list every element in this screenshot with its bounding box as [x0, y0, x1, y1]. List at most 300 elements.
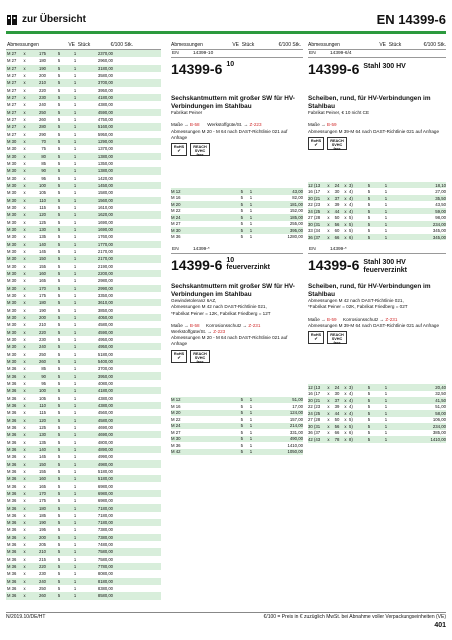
- table-cell: 30: [334, 189, 340, 195]
- badge-label: RoHS: [310, 138, 322, 143]
- table-row: [6, 556, 161, 563]
- table-cell: x: [23, 578, 26, 584]
- table-cell: M 24: [171, 423, 181, 429]
- table-cell: x: [23, 124, 26, 130]
- table-cell: 5: [367, 208, 371, 214]
- product-detail: Abmessungen M 42 nach DAST-Richtlinie 021,: [308, 298, 404, 304]
- table-cell: M 36: [7, 549, 17, 555]
- table-cell: 140: [39, 241, 46, 247]
- table-cell: x: [23, 102, 26, 108]
- table-cell: 5: [57, 336, 61, 342]
- table-row: [6, 211, 161, 218]
- product-number-sup: 10: [226, 257, 235, 264]
- table-cell: 85: [41, 161, 46, 167]
- table-cell: 1770,00: [97, 241, 113, 247]
- col-header: €/100 Stk.: [423, 41, 446, 48]
- table-cell: 145: [39, 249, 46, 255]
- table-cell: x: [344, 215, 347, 221]
- table-row: [308, 430, 446, 437]
- table-cell: 155: [39, 468, 46, 474]
- table-cell: 1: [73, 146, 77, 152]
- table-row: [6, 497, 161, 504]
- table-row: [6, 475, 161, 482]
- table-cell: 80: [41, 153, 46, 159]
- table-cell: M 30: [7, 300, 17, 306]
- table-row: [308, 221, 446, 228]
- table-cell: M 27: [7, 65, 17, 71]
- table-cell: 1: [73, 556, 77, 562]
- table-cell: 3610,00: [97, 300, 113, 306]
- table-cell: 150: [39, 256, 46, 262]
- table-cell: 3580,00: [97, 73, 113, 79]
- table-row: [171, 436, 303, 443]
- table-cell: 5: [57, 410, 61, 416]
- table-cell: 155: [39, 263, 46, 269]
- table-row: [171, 214, 303, 221]
- table-cell: 5: [57, 102, 61, 108]
- table-cell: 1: [73, 300, 77, 306]
- ref-label: Werkstoffgüte/St.: [171, 329, 207, 334]
- table-cell: 4): [349, 202, 353, 208]
- table-cell: x: [344, 417, 347, 423]
- table-cell: 5: [57, 512, 61, 518]
- table-cell: 5): [349, 221, 353, 227]
- table-cell: 1: [384, 195, 388, 201]
- col-header: €/100 Stk.: [110, 41, 133, 48]
- ref-link[interactable]: Z-223: [249, 122, 262, 128]
- table-cell: x: [344, 397, 347, 403]
- table-cell: 5: [57, 219, 61, 225]
- table-row: [308, 404, 446, 411]
- table-row: [171, 429, 303, 436]
- table-cell: 5950,00: [97, 131, 113, 137]
- table-cell: 1: [73, 65, 77, 71]
- product-number: [171, 257, 303, 273]
- table-cell: x: [23, 388, 26, 394]
- table-cell: M 36: [7, 380, 17, 386]
- table-cell: M 27: [7, 73, 17, 79]
- ref-link[interactable]: B-59: [326, 316, 337, 322]
- table-row: [171, 442, 303, 449]
- table-row: [171, 188, 303, 195]
- table-row: [6, 570, 161, 577]
- table-cell: 5: [240, 227, 243, 233]
- table-cell: 4): [349, 397, 353, 403]
- table-cell: 5: [367, 189, 371, 195]
- table-cell: 2200,00: [97, 271, 113, 276]
- table-row: [6, 138, 161, 145]
- table-cell: M 16: [171, 403, 181, 409]
- home-link[interactable]: [6, 13, 86, 26]
- table-cell: 1: [73, 117, 77, 123]
- table-cell: 115: [39, 410, 46, 416]
- table-cell: 135: [39, 234, 46, 240]
- table-cell: 3850,00: [97, 307, 113, 313]
- table-cell: M 36: [7, 520, 17, 526]
- table-cell: 1: [73, 395, 77, 401]
- table-cell: 170: [39, 490, 46, 496]
- product-block-nut: [171, 40, 303, 240]
- table-cell: 1: [73, 593, 77, 599]
- table-cell: 5: [57, 161, 61, 167]
- table-cell: 5: [240, 449, 243, 455]
- table-cell: 4950,00: [97, 336, 113, 342]
- table-cell: 215: [39, 556, 46, 562]
- table-cell: 5: [240, 201, 243, 207]
- table-cell: 4): [349, 195, 353, 201]
- table-cell: 5: [240, 429, 243, 435]
- table-cell: 1: [73, 131, 77, 137]
- table-row: [6, 263, 161, 270]
- product-title: Scheiben, rund, für HV-Verbindungen im Stahlbau: [308, 283, 431, 298]
- reach-badge: REACH SVHC free: [190, 143, 210, 156]
- table-row: [308, 188, 446, 195]
- table-row: [171, 449, 303, 456]
- table-cell: 5: [367, 202, 371, 208]
- table-cell: x: [23, 168, 26, 174]
- table-cell: 180: [39, 58, 46, 64]
- table-cell: 234,00: [432, 423, 446, 429]
- table-cell: M 12: [171, 397, 181, 403]
- table-cell: 98,00: [435, 215, 446, 221]
- table-row: [6, 490, 161, 497]
- table-row: [308, 214, 446, 221]
- table-cell: 5: [57, 586, 61, 592]
- badges: [171, 143, 303, 156]
- table-cell: 2190,00: [97, 263, 113, 269]
- table-header: [6, 40, 161, 50]
- table-cell: 1: [73, 87, 77, 93]
- table-cell: 1: [73, 285, 77, 291]
- table-cell: 140: [39, 446, 46, 452]
- table-cell: 20 (21: [308, 195, 321, 201]
- table-cell: 5: [57, 80, 61, 86]
- table-cell: 1: [73, 329, 77, 335]
- table-cell: 2170,00: [97, 249, 113, 255]
- table-cell: M 30: [7, 168, 17, 174]
- table-cell: M 12: [171, 188, 181, 194]
- table-cell: 75: [41, 146, 46, 152]
- table-cell: x: [327, 189, 330, 195]
- table-cell: 5: [57, 271, 61, 276]
- table-cell: 60: [334, 228, 340, 234]
- table-row: [308, 391, 446, 398]
- product-block-washer-galv: [308, 246, 446, 443]
- table-cell: 5180,00: [97, 476, 113, 482]
- table-cell: x: [344, 410, 347, 416]
- table-cell: M 30: [7, 285, 17, 291]
- page-number: 401: [434, 622, 446, 629]
- table-cell: 6980,00: [97, 498, 113, 504]
- table-cell: x: [23, 227, 26, 233]
- table-cell: 5: [367, 384, 371, 390]
- table-cell: M 22: [171, 208, 181, 214]
- table-cell: x: [23, 461, 26, 467]
- table-cell: x: [327, 195, 330, 201]
- table-row: [6, 87, 161, 94]
- table-cell: 5: [367, 182, 371, 188]
- table-row: [6, 578, 161, 585]
- table-row: [6, 387, 161, 394]
- table-cell: x: [23, 542, 26, 548]
- table-cell: x: [344, 423, 347, 429]
- table-cell: 27 (28: [308, 417, 321, 423]
- table-row: [6, 175, 161, 182]
- table-row: [171, 410, 303, 417]
- table-cell: 230: [39, 95, 46, 101]
- table-cell: M 36: [7, 461, 17, 467]
- table-row: [171, 423, 303, 430]
- table-row: [6, 446, 161, 453]
- table-cell: M 36: [7, 476, 17, 482]
- table-cell: 1: [73, 102, 77, 108]
- table-cell: 1: [73, 512, 77, 518]
- page-header: [6, 13, 446, 31]
- reach-badge: REACH SVHC free: [327, 137, 347, 150]
- table-cell: 1: [384, 228, 388, 234]
- availability-note: Abmessungen M 39-M 64 nach DAST-Richtlinie 021 auf Anfrage: [308, 322, 439, 328]
- table-cell: 66: [334, 430, 340, 436]
- table-cell: 210: [39, 80, 46, 86]
- table-cell: 150: [39, 461, 46, 467]
- table-cell: 5: [57, 344, 61, 350]
- table-row: [6, 431, 161, 438]
- table-row: [6, 153, 161, 160]
- table-cell: 5: [57, 139, 61, 145]
- ref-link[interactable]: Z-231: [385, 316, 398, 322]
- table-cell: 6980,00: [97, 483, 113, 489]
- page-title: EN 14399-6: [376, 12, 446, 27]
- ref-link[interactable]: Z-223: [213, 329, 226, 334]
- header-divider: [6, 31, 446, 34]
- table-row: [6, 116, 161, 123]
- table-cell: 5: [240, 234, 243, 240]
- table-cell: 1: [73, 263, 77, 269]
- table-cell: M 36: [7, 542, 17, 548]
- table-cell: 5: [57, 153, 61, 159]
- table-cell: 1: [73, 241, 77, 247]
- table-cell: x: [23, 271, 26, 276]
- table-cell: x: [344, 384, 347, 390]
- table-row: [6, 94, 161, 101]
- table-cell: 1: [384, 234, 388, 240]
- table-cell: 1: [73, 139, 77, 145]
- table-cell: x: [23, 256, 26, 262]
- table-cell: 5: [57, 109, 61, 115]
- table-cell: 1: [249, 208, 253, 214]
- table-cell: x: [23, 344, 26, 350]
- table-cell: 30 (31: [308, 423, 321, 429]
- table-cell: M 30: [7, 292, 17, 298]
- ref-label: Maße: [171, 122, 183, 128]
- table-row: [308, 417, 446, 424]
- table-cell: 1: [73, 80, 77, 86]
- table-cell: 4690,00: [97, 424, 113, 430]
- table-cell: x: [23, 410, 26, 416]
- table-cell: 120: [39, 417, 46, 423]
- table-cell: 175: [39, 51, 46, 57]
- table-row: [6, 453, 161, 460]
- en-line: [171, 50, 303, 58]
- table-row: [6, 167, 161, 174]
- table-row: [308, 234, 446, 241]
- table-cell: 1: [73, 344, 77, 350]
- table-cell: 2170,00: [97, 256, 113, 262]
- table-cell: 1: [73, 527, 77, 533]
- table-row: [6, 328, 161, 335]
- table-cell: 1: [384, 189, 388, 195]
- table-cell: 1280,00: [287, 234, 303, 240]
- table-cell: 1: [73, 388, 77, 394]
- table-cell: x: [327, 417, 330, 423]
- table-cell: 5: [57, 505, 61, 511]
- table-cell: M 36: [171, 442, 181, 448]
- table-row: [6, 204, 161, 211]
- table-cell: x: [23, 527, 26, 533]
- table-row: [6, 504, 161, 511]
- en-value: 14399-10: [193, 51, 214, 56]
- table-cell: 4690,00: [97, 432, 113, 438]
- table-cell: 1: [249, 227, 253, 233]
- table-cell: 5: [57, 490, 61, 496]
- availability-note: Abmessungen M 20 - M 64 nach DAST-Richtlinie 021 auf Anfrage: [171, 128, 288, 140]
- table-cell: 42 (43: [308, 436, 321, 442]
- table-cell: 1: [249, 214, 253, 220]
- table-cell: M 36: [7, 366, 17, 372]
- ref-link[interactable]: Z-231: [248, 322, 261, 328]
- table-row: [308, 182, 446, 189]
- availability-note: Abmessungen M 39-M 64 nach DAST-Richtlinie 021 auf Anfrage: [308, 128, 439, 134]
- table-cell: x: [23, 351, 26, 357]
- table-row: [6, 548, 161, 555]
- product-variant: feuerverzinkt: [226, 264, 270, 271]
- spec-refs: Maße → B-58 Korrosionsschutz → Z-231: [171, 322, 261, 328]
- table-cell: 22 (23: [308, 202, 321, 208]
- table-cell: 5: [57, 578, 61, 584]
- table-cell: 106,00: [432, 417, 446, 423]
- table-cell: 1290,00: [97, 139, 113, 145]
- table-cell: 7380,00: [97, 527, 113, 533]
- table-cell: M 27: [7, 102, 17, 108]
- table-cell: 185,00: [289, 214, 303, 220]
- ref-link[interactable]: B-58: [189, 122, 200, 128]
- table-row: [6, 541, 161, 548]
- badge-label: RoHS: [173, 351, 185, 356]
- table-cell: 120: [39, 212, 46, 218]
- table-cell: 185: [39, 512, 46, 518]
- table-header: [308, 40, 446, 50]
- table-cell: 110: [39, 402, 46, 408]
- table-cell: 5: [57, 417, 61, 423]
- table-cell: M 30: [7, 139, 17, 145]
- table-cell: M 30: [7, 183, 17, 189]
- table-cell: M 36: [7, 527, 17, 533]
- table-cell: 1: [384, 208, 388, 214]
- table-cell: 5: [57, 358, 61, 364]
- table-cell: x: [23, 549, 26, 555]
- table-cell: 37: [334, 195, 340, 201]
- table-row: [308, 397, 446, 404]
- table-cell: 5: [57, 329, 61, 335]
- table-cell: 5: [57, 117, 61, 123]
- table-cell: M 27: [171, 221, 181, 227]
- table-row: [6, 416, 161, 423]
- product-title: Scheiben, rund, für HV-Verbindungen im Stahlbau: [308, 95, 431, 110]
- table-row: [308, 208, 446, 215]
- table-cell: 27 (28: [308, 215, 321, 221]
- table-cell: M 16: [171, 195, 181, 201]
- table-cell: 1: [73, 234, 77, 240]
- table-cell: x: [344, 202, 347, 208]
- table-cell: 16 (17: [308, 189, 321, 195]
- table-cell: 5: [57, 454, 61, 460]
- table-cell: 1: [249, 423, 253, 429]
- table-cell: 125: [39, 424, 46, 430]
- table-cell: 6): [349, 430, 353, 436]
- table-cell: 250: [39, 586, 46, 592]
- table-cell: 41,50: [435, 397, 446, 403]
- table-row: [308, 410, 446, 417]
- table-cell: x: [327, 384, 330, 390]
- table-cell: x: [23, 139, 26, 145]
- table-cell: 1: [249, 416, 253, 422]
- table-cell: 4): [349, 189, 353, 195]
- table-cell: x: [344, 234, 347, 240]
- table-cell: M 30: [171, 436, 181, 442]
- table-row: [6, 482, 161, 489]
- table-row: [6, 131, 161, 138]
- table-cell: 1: [73, 476, 77, 482]
- table-cell: 39: [334, 202, 340, 208]
- table-row: [6, 160, 161, 167]
- table-row: [6, 285, 161, 292]
- table-cell: x: [23, 205, 26, 211]
- table-cell: 5: [57, 556, 61, 562]
- table-cell: x: [23, 58, 26, 64]
- table-cell: x: [23, 329, 26, 335]
- table-cell: 1: [384, 423, 388, 429]
- table-cell: x: [23, 432, 26, 438]
- table-cell: x: [327, 397, 330, 403]
- table-cell: x: [23, 153, 26, 159]
- table-cell: 260: [39, 593, 46, 599]
- table-cell: x: [23, 520, 26, 526]
- table-cell: 4180,00: [97, 388, 113, 394]
- table-cell: 1: [73, 402, 77, 408]
- table-cell: 70: [41, 139, 46, 145]
- table-cell: 1610,00: [97, 205, 113, 211]
- table-cell: 56: [334, 221, 340, 227]
- table-row: [6, 65, 161, 72]
- table-cell: M 36: [7, 432, 17, 438]
- table-cell: 250: [39, 351, 46, 357]
- table-cell: 110: [39, 197, 46, 203]
- table-cell: x: [23, 366, 26, 372]
- table-cell: M 27: [7, 131, 17, 137]
- ref-link[interactable]: B-58: [189, 322, 200, 328]
- table-row: [171, 397, 303, 404]
- table-cell: 1: [73, 439, 77, 445]
- table-cell: x: [23, 131, 26, 137]
- ref-link[interactable]: B-59: [326, 122, 337, 128]
- table-cell: 190: [39, 520, 46, 526]
- product-variant: Stahl 300 HV: [363, 63, 406, 70]
- table-cell: 5: [57, 388, 61, 394]
- table-cell: x: [23, 586, 26, 592]
- table-cell: x: [327, 202, 330, 208]
- col-header: VE: [232, 41, 239, 48]
- table-cell: 1: [249, 221, 253, 227]
